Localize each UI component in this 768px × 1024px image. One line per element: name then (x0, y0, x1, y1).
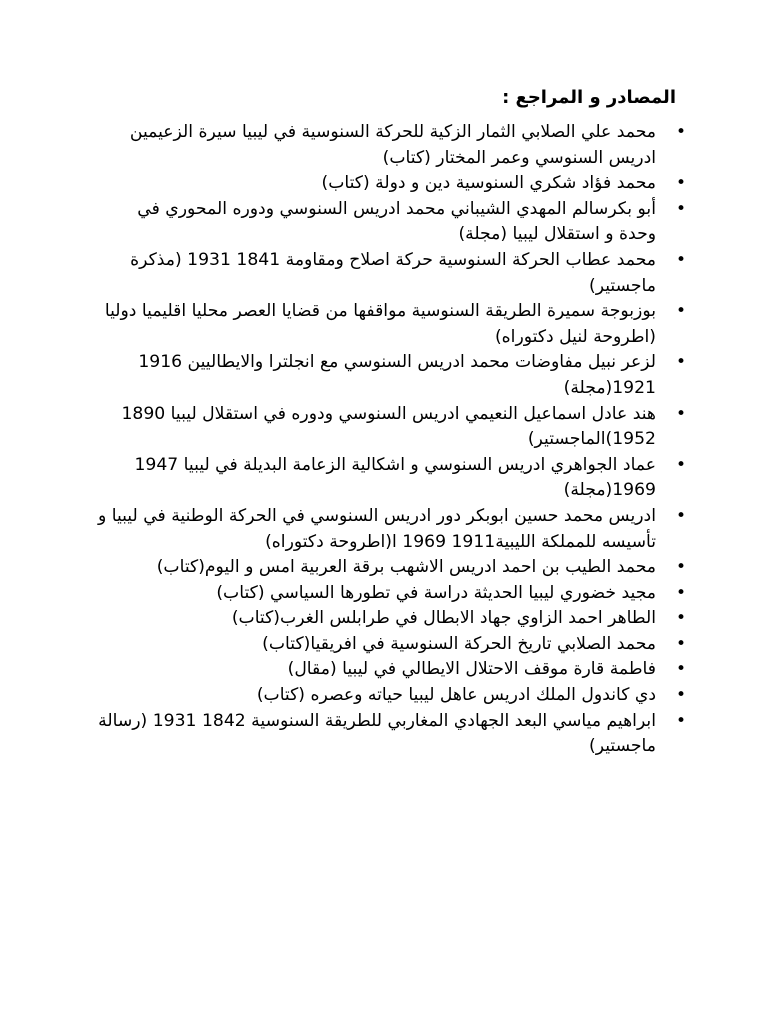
reference-text: ابراهيم مياسي البعد الجهادي المغاربي للطريقة السنوسية 1842 1931 (رسالة ماجستير) (98, 710, 656, 757)
reference-text: هند عادل اسماعيل النعيمي ادريس السنوسي ودوره في استقلال ليبيا 1890 1952)الماجستير) (121, 403, 656, 450)
bullet-icon: • (675, 633, 686, 654)
reference-text: محمد الطيب بن احمد ادريس الاشهب برقة العربية امس و اليوم(كتاب) (156, 557, 656, 578)
references-list (96, 120, 686, 760)
reference-text: فاطمة قارة موقف الاحتلال الايطالي في ليبيا (مقال) (287, 659, 656, 680)
reference-item (96, 632, 686, 658)
reference-item (96, 248, 686, 299)
bullet-icon: • (675, 173, 686, 194)
bullet-icon: • (675, 249, 686, 270)
reference-text: لزعر نبيل مفاوضات محمد ادريس السنوسي مع انجلترا والايطاليين 1916 1921(مجلة) (138, 352, 656, 398)
reference-item (96, 657, 686, 683)
reference-text: محمد فؤاد شكري السنوسية دين و دولة (كتاب) (321, 173, 656, 194)
reference-item (96, 197, 686, 248)
reference-item (96, 581, 686, 607)
bullet-icon: • (675, 301, 686, 322)
reference-text: الطاهر احمد الزاوي جهاد الابطال في طرابلس الغرب(كتاب) (231, 608, 656, 629)
reference-text: محمد علي الصلابي الثمار الزكية للحركة السنوسية في ليبيا سيرة الزعيمين ادريس السنوسي وعمر المختار (كتاب) (129, 122, 656, 168)
bullet-icon: • (675, 659, 686, 680)
bullet-icon: • (675, 352, 686, 373)
reference-text: دي كاندول الملك ادريس عاهل ليبيا حياته وعصره (كتاب) (256, 685, 656, 706)
reference-item (96, 402, 686, 453)
bullet-icon: • (675, 122, 686, 142)
bullet-icon: • (675, 505, 686, 526)
reference-item (96, 606, 686, 632)
bullet-icon: • (675, 710, 686, 731)
bullet-icon: • (675, 557, 686, 578)
reference-item (96, 453, 686, 504)
reference-text: مجيد خضوري ليبيا الحديثة دراسة في تطورها السياسي (كتاب) (216, 582, 656, 603)
reference-item (96, 350, 686, 401)
bullet-icon: • (675, 685, 686, 706)
reference-item (96, 171, 686, 197)
bullet-icon: • (675, 198, 686, 219)
bullet-icon: • (675, 454, 686, 475)
reference-text: بوزبوجة سميرة الطريقة السنوسية مواقفها من قضايا العصر محليا اقليميا دوليا (اطروحة لنيل دكتوراه) (104, 301, 656, 347)
reference-item (96, 683, 686, 709)
reference-text: أبو بكرسالم المهدي الشيباني محمد ادريس السنوسي ودوره المحوري في وحدة و استقلال ليبيا (مجلة) (137, 198, 656, 245)
reference-text: عماد الجواهري ادريس السنوسي و اشكالية الزعامة البديلة في ليبيا 1947 1969(مجلة) (134, 454, 656, 501)
reference-item (96, 120, 686, 171)
reference-item (96, 709, 686, 760)
reference-text: محمد الصلابي تاريخ الحركة السنوسية في افريقيا(كتاب) (262, 633, 656, 654)
bullet-icon: • (675, 582, 686, 603)
bullet-icon: • (675, 608, 686, 629)
reference-text: ادريس محمد حسين ابوبكر دور ادريس السنوسي في الحركة الوطنية في ليبيا و تأسيسه للمملكة الليبية1911 1969 ا(اطروحة دكتوراه) (97, 505, 656, 552)
reference-item (96, 555, 686, 581)
bullet-icon: • (675, 403, 686, 424)
references-heading: المصادر و المراجع : (502, 87, 676, 108)
reference-text: محمد عطاب الحركة السنوسية حركة اصلاح ومقاومة 1841 1931 (مذكرة ماجستير) (130, 249, 656, 296)
reference-item (96, 299, 686, 350)
reference-item (96, 504, 686, 555)
